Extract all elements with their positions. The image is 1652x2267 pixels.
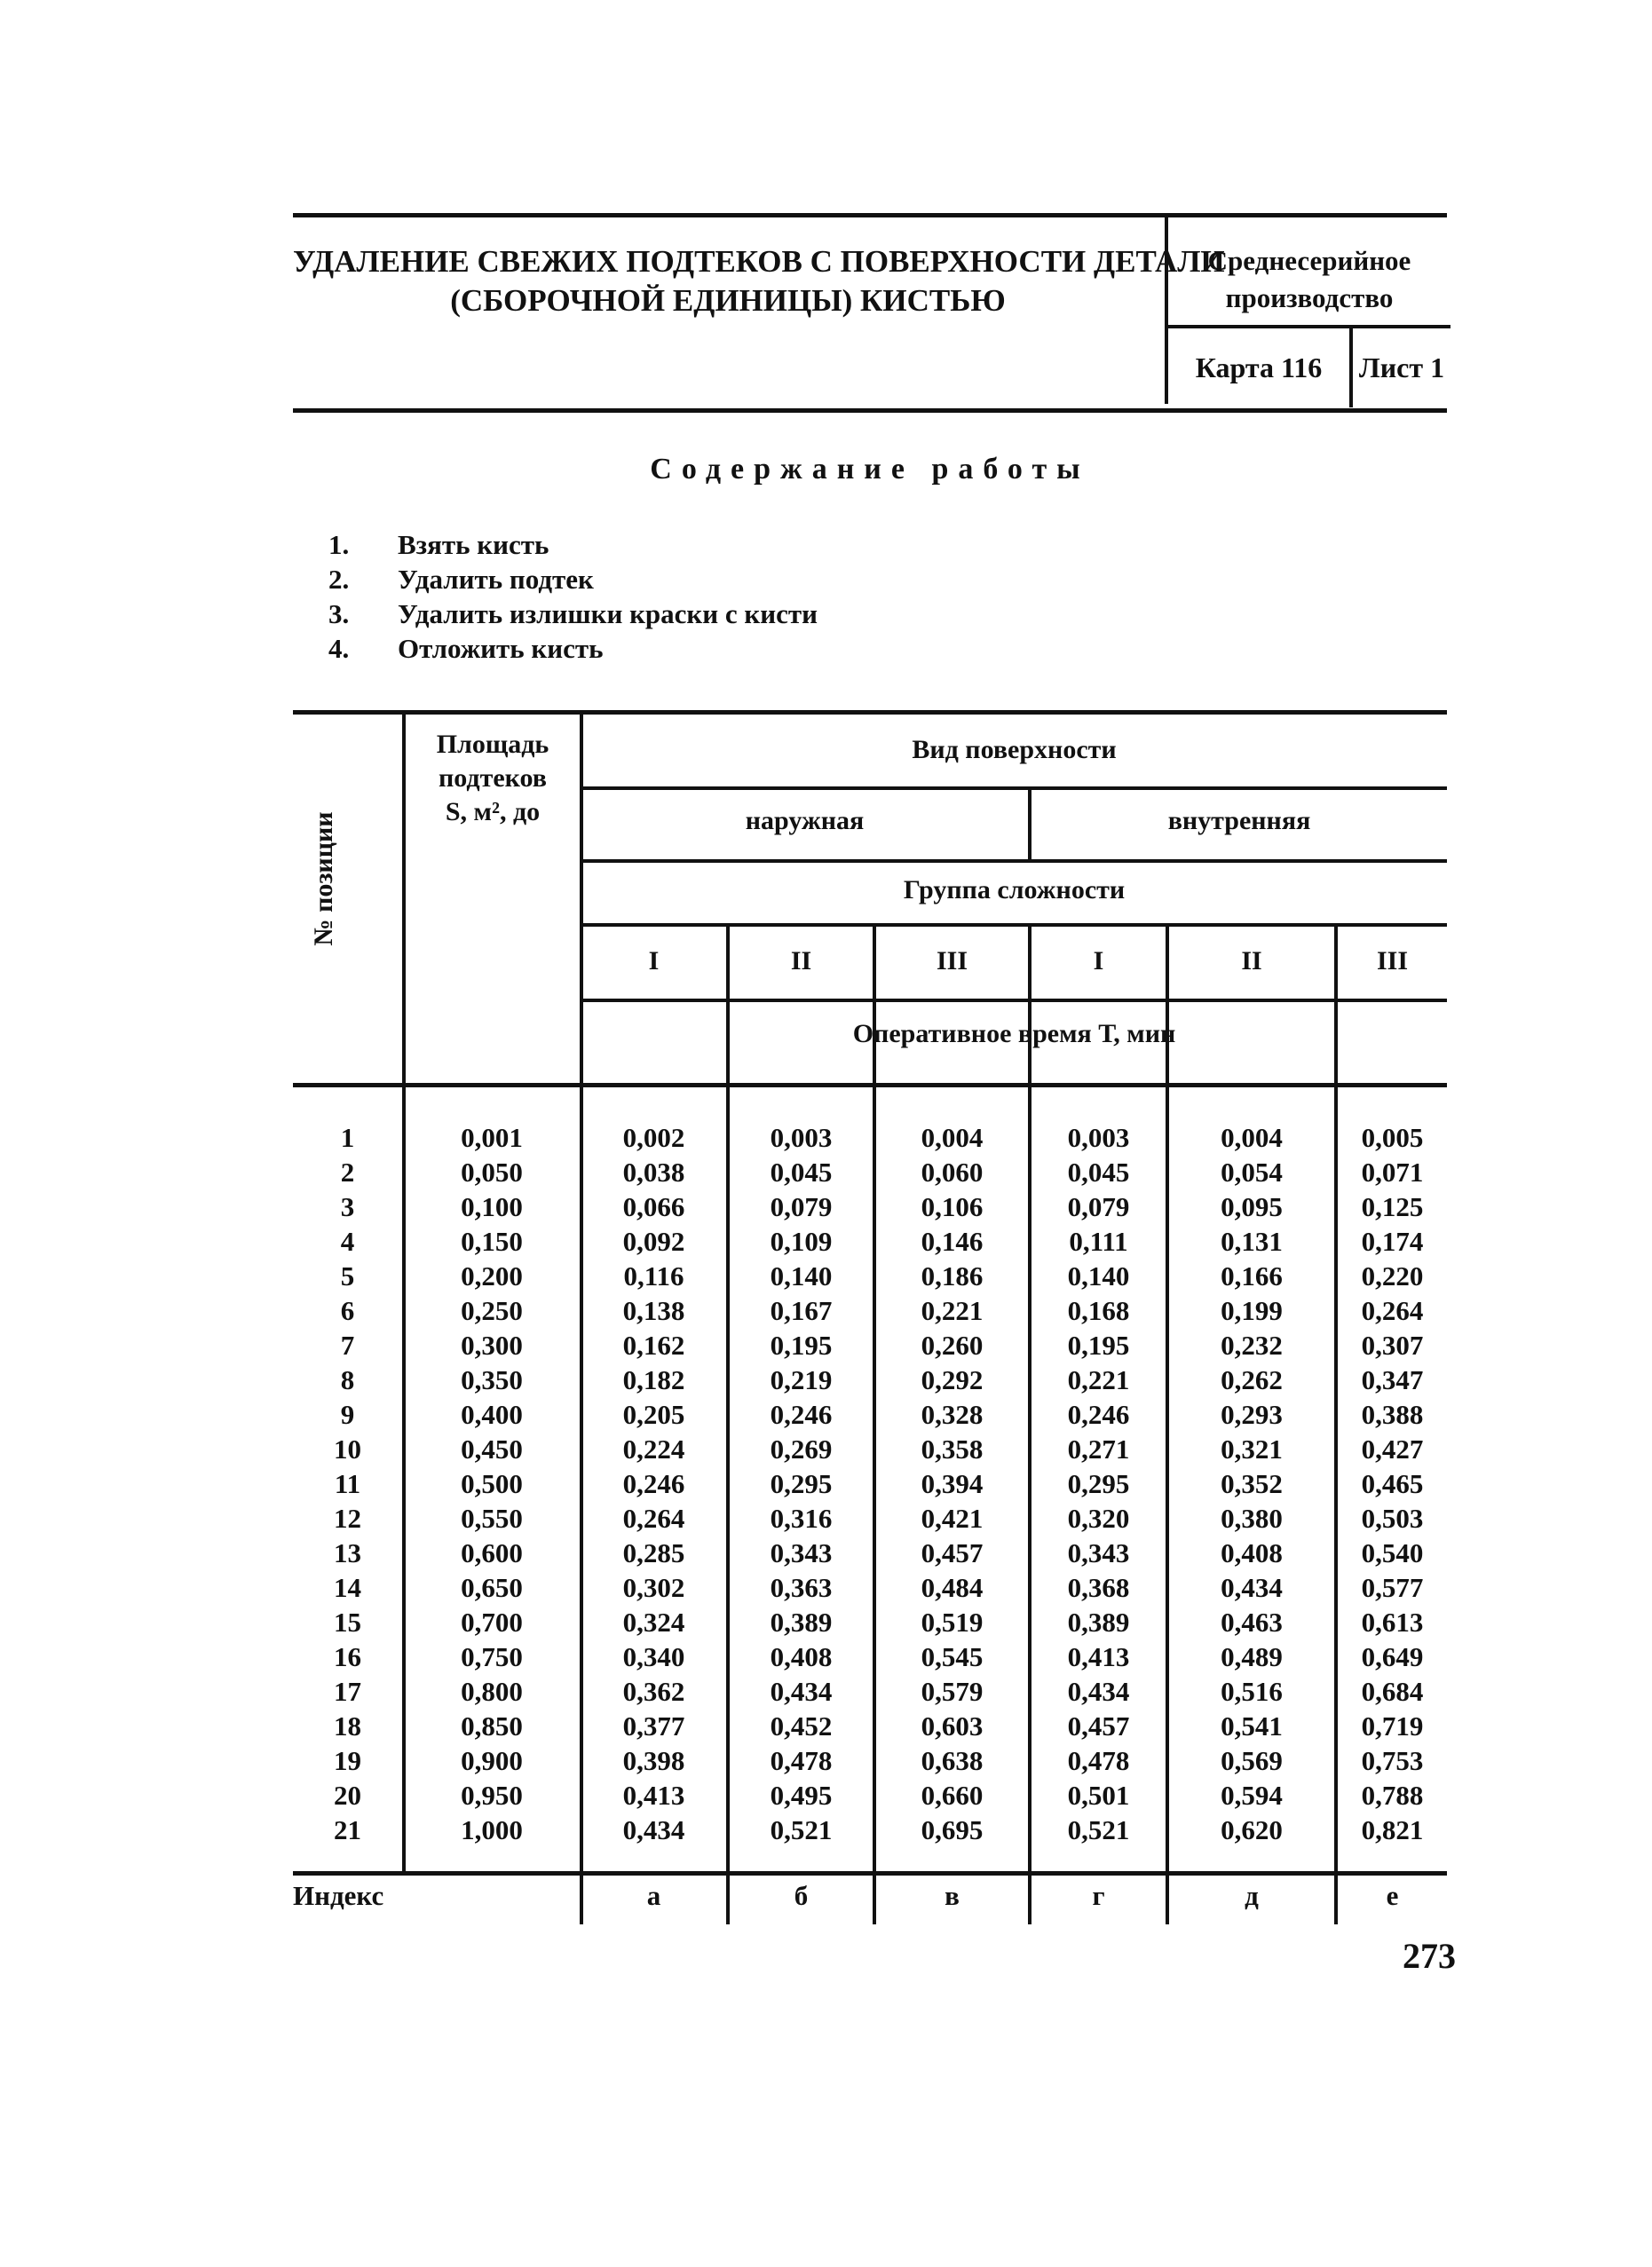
area-cell: 0,800 xyxy=(461,1676,523,1707)
value-cell: 0,071 xyxy=(1361,1157,1424,1188)
table-row xyxy=(0,1466,1652,1501)
value-cell: 0,352 xyxy=(1221,1468,1283,1499)
rule-under-surface-kinds xyxy=(581,859,1447,863)
value-cell: 0,620 xyxy=(1221,1814,1283,1845)
area-header xyxy=(404,728,581,829)
value-cell: 0,002 xyxy=(622,1122,685,1153)
value-cell: 0,452 xyxy=(770,1710,833,1742)
table-row xyxy=(0,1674,1652,1709)
value-cell: 0,045 xyxy=(1067,1157,1130,1188)
value-cell: 0,224 xyxy=(622,1434,685,1465)
value-cell: 0,579 xyxy=(921,1676,984,1707)
table-top-rule xyxy=(293,710,1447,715)
value-cell: 0,106 xyxy=(921,1191,984,1222)
value-cell: 0,045 xyxy=(770,1157,833,1188)
index-value: б xyxy=(794,1880,809,1911)
production-line-1: Среднесерийное xyxy=(1207,245,1411,276)
area-cell: 0,450 xyxy=(461,1434,523,1465)
group-header: II xyxy=(790,946,812,976)
sheet-number: Лист 1 xyxy=(1358,352,1445,383)
value-cell: 0,220 xyxy=(1361,1260,1424,1291)
index-value: в xyxy=(945,1880,960,1911)
value-cell: 0,302 xyxy=(622,1572,685,1603)
value-cell: 0,638 xyxy=(921,1745,984,1776)
value-cell: 0,427 xyxy=(1361,1434,1424,1465)
step-text: Отложить кисть xyxy=(398,633,604,664)
value-cell: 0,389 xyxy=(1067,1607,1130,1638)
production-line-2: производство xyxy=(1225,282,1394,313)
value-cell: 0,146 xyxy=(921,1226,984,1257)
value-cell: 0,162 xyxy=(622,1330,685,1361)
value-cell: 0,285 xyxy=(622,1537,685,1568)
value-cell: 0,660 xyxy=(921,1780,984,1811)
value-cell: 0,168 xyxy=(1067,1295,1130,1326)
area-cell: 0,200 xyxy=(461,1260,523,1291)
area-cell: 0,250 xyxy=(461,1295,523,1326)
value-cell: 0,478 xyxy=(770,1745,833,1776)
value-cell: 0,478 xyxy=(1067,1745,1130,1776)
area-cell: 0,950 xyxy=(461,1780,523,1811)
table-row xyxy=(0,1120,1652,1155)
area-header-line: S, м², до xyxy=(445,797,541,826)
value-cell: 0,434 xyxy=(1221,1572,1283,1603)
value-cell: 0,377 xyxy=(622,1710,685,1742)
area-header-line: подтеков xyxy=(439,763,547,793)
internal-header: внутренняя xyxy=(1167,806,1311,835)
title-line-2: (СБОРОЧНОЙ ЕДИНИЦЫ) КИСТЬЮ xyxy=(450,283,1006,318)
step-text: Удалить излишки краски с кисти xyxy=(398,598,818,629)
value-cell: 0,140 xyxy=(770,1260,833,1291)
value-cell: 0,541 xyxy=(1221,1710,1283,1742)
value-cell: 0,577 xyxy=(1361,1572,1424,1603)
position-cell: 9 xyxy=(340,1399,355,1430)
value-cell: 0,613 xyxy=(1361,1607,1424,1638)
value-cell: 0,004 xyxy=(1221,1122,1283,1153)
area-header-line: Площадь xyxy=(436,730,549,759)
value-cell: 0,394 xyxy=(921,1468,984,1499)
group-header: III xyxy=(936,946,968,976)
table-row xyxy=(0,1501,1652,1536)
value-cell: 0,293 xyxy=(1221,1399,1283,1430)
value-cell: 0,195 xyxy=(1067,1330,1130,1361)
area-cell: 1,000 xyxy=(461,1814,523,1845)
value-cell: 0,434 xyxy=(770,1676,833,1707)
table-row xyxy=(0,1813,1652,1847)
norms-table: № позиции Площадь подтеков S, м², до Вид поверхности наружная внутренняя Группа сложности I II III I II III Оперативное время Т, мин 1 0,001 0,002 0,003 0,004 0,003 0,004 0,005 2 0,050 0,038 0,045 0,060 0,045 0,054 0,071 3 0,100 0,066 0,079 0,106 0,079 0,095 0,125 4 0,150 0,092 0,109 0,146 0,111 0,131 0,174 5 0,200 0,116 0,140 0,186 0,140 0,166 0,220 6 0,250 0,138 0,167 0,221 0,168 0,199 0,264 7 0,300 0,162 0,195 0,260 0,195 0,232 0,307 8 0,350 0,182 0,219 0,292 0,221 0,262 0,347 9 0,400 0,205 0,246 0,328 0,246 0,293 0,388 10 0,450 0,224 0,269 0,358 0,271 0,321 0,427 11 0,500 0,246 0,295 0,394 0,295 0,352 0,465 12 0,550 0,264 0,316 0,421 0,320 0,380 0,503 13 0,600 0,285 0,343 0,457 0,343 0,408 0,540 14 0,650 0,302 0,363 0,484 0,368 0,434 0,577 15 0,700 0,324 0,389 0,519 0,389 0,463 0,613 16 0,750 0,340 0,408 0,545 0,413 0,489 0,649 17 0,800 0,362 0,434 0,579 0,434 0,516 0,684 18 0,850 0,377 0,452 0,603 0,457 0,541 0,719 19 0,900 0,398 0,478 0,638 0,478 0,569 0,753 20 0,950 0,413 0,495 0,660 0,501 0,594 0,788 21 1,000 0,434 0,521 0,695 0,521 0,620 0,821 Индекс а б в г д е xyxy=(0,0,1652,2267)
position-cell: 4 xyxy=(340,1226,355,1257)
value-cell: 0,307 xyxy=(1361,1330,1424,1361)
index-value: д xyxy=(1245,1880,1259,1911)
area-cell: 0,650 xyxy=(461,1572,523,1603)
area-cell: 0,300 xyxy=(461,1330,523,1361)
position-cell: 8 xyxy=(340,1364,355,1395)
value-cell: 0,079 xyxy=(770,1191,833,1222)
value-cell: 0,684 xyxy=(1361,1676,1424,1707)
rule-under-complexity xyxy=(581,923,1447,927)
value-cell: 0,295 xyxy=(1067,1468,1130,1499)
position-cell: 15 xyxy=(334,1607,361,1638)
value-cell: 0,649 xyxy=(1361,1641,1424,1672)
value-cell: 0,594 xyxy=(1221,1780,1283,1811)
value-cell: 0,343 xyxy=(770,1537,833,1568)
group-header: I xyxy=(1093,946,1104,976)
value-cell: 0,389 xyxy=(770,1607,833,1638)
value-cell: 0,264 xyxy=(1361,1295,1424,1326)
step-number: 3. xyxy=(328,598,350,629)
step-text: Удалить подтек xyxy=(398,564,594,595)
value-cell: 0,131 xyxy=(1221,1226,1283,1257)
card-number: Карта 116 xyxy=(1168,328,1353,407)
table-row xyxy=(0,1397,1652,1432)
value-cell: 0,380 xyxy=(1221,1503,1283,1534)
position-cell: 3 xyxy=(340,1191,355,1222)
position-cell: 21 xyxy=(334,1814,361,1845)
value-cell: 0,221 xyxy=(1067,1364,1130,1395)
table-row xyxy=(0,1605,1652,1639)
value-cell: 0,219 xyxy=(770,1364,833,1395)
value-cell: 0,221 xyxy=(921,1295,984,1326)
position-cell: 17 xyxy=(334,1676,361,1707)
index-value: г xyxy=(1092,1880,1105,1911)
page-number: 273 xyxy=(1403,1936,1456,1976)
table-row xyxy=(0,1536,1652,1570)
table-row xyxy=(0,1189,1652,1224)
value-cell: 0,363 xyxy=(770,1572,833,1603)
value-cell: 0,521 xyxy=(1067,1814,1130,1845)
value-cell: 0,569 xyxy=(1221,1745,1283,1776)
value-cell: 0,463 xyxy=(1221,1607,1283,1638)
position-cell: 16 xyxy=(334,1641,361,1672)
value-cell: 0,205 xyxy=(622,1399,685,1430)
value-cell: 0,484 xyxy=(921,1572,984,1603)
index-value: а xyxy=(646,1880,661,1911)
value-cell: 0,174 xyxy=(1361,1226,1424,1257)
value-cell: 0,340 xyxy=(622,1641,685,1672)
value-cell: 0,503 xyxy=(1361,1503,1424,1534)
area-cell: 0,550 xyxy=(461,1503,523,1534)
value-cell: 0,003 xyxy=(1067,1122,1130,1153)
position-cell: 18 xyxy=(334,1710,361,1742)
value-cell: 0,362 xyxy=(622,1676,685,1707)
table-row xyxy=(0,1363,1652,1397)
value-cell: 0,368 xyxy=(1067,1572,1130,1603)
value-cell: 0,545 xyxy=(921,1641,984,1672)
value-cell: 0,324 xyxy=(622,1607,685,1638)
complexity-group-header: Группа сложности xyxy=(903,875,1126,904)
value-cell: 0,321 xyxy=(1221,1434,1283,1465)
value-cell: 0,054 xyxy=(1221,1157,1283,1188)
title-line-1: УДАЛЕНИЕ СВЕЖИХ ПОДТЕКОВ С ПОВЕРХНОСТИ ДЕТАЛИ xyxy=(293,244,1225,279)
external-header: наружная xyxy=(745,806,865,835)
area-cell: 0,350 xyxy=(461,1364,523,1395)
value-cell: 0,695 xyxy=(921,1814,984,1845)
table-row xyxy=(0,1293,1652,1328)
value-cell: 0,125 xyxy=(1361,1191,1424,1222)
value-cell: 0,434 xyxy=(622,1814,685,1845)
step-number: 2. xyxy=(328,564,350,595)
value-cell: 0,269 xyxy=(770,1434,833,1465)
value-cell: 0,140 xyxy=(1067,1260,1130,1291)
value-cell: 0,004 xyxy=(921,1122,984,1153)
surface-type-header: Вид поверхности xyxy=(912,735,1117,764)
value-cell: 0,421 xyxy=(921,1503,984,1534)
step-number: 4. xyxy=(328,633,350,664)
value-cell: 0,343 xyxy=(1067,1537,1130,1568)
value-cell: 0,413 xyxy=(622,1780,685,1811)
area-cell: 0,050 xyxy=(461,1157,523,1188)
area-cell: 0,900 xyxy=(461,1745,523,1776)
value-cell: 0,347 xyxy=(1361,1364,1424,1395)
value-cell: 0,246 xyxy=(770,1399,833,1430)
position-cell: 20 xyxy=(334,1780,361,1811)
value-cell: 0,066 xyxy=(622,1191,685,1222)
index-value: е xyxy=(1386,1880,1399,1911)
value-cell: 0,111 xyxy=(1069,1226,1128,1257)
value-cell: 0,495 xyxy=(770,1780,833,1811)
rule-under-surface-type xyxy=(581,786,1447,790)
table-bottom-rule xyxy=(293,1871,1447,1876)
area-cell: 0,700 xyxy=(461,1607,523,1638)
value-cell: 0,167 xyxy=(770,1295,833,1326)
table-row xyxy=(0,1432,1652,1466)
value-cell: 0,408 xyxy=(770,1641,833,1672)
value-cell: 0,753 xyxy=(1361,1745,1424,1776)
step-text: Взять кисть xyxy=(398,529,549,560)
value-cell: 0,603 xyxy=(921,1710,984,1742)
value-cell: 0,292 xyxy=(921,1364,984,1395)
value-cell: 0,109 xyxy=(770,1226,833,1257)
value-cell: 0,271 xyxy=(1067,1434,1130,1465)
operative-time-header: Оперативное время Т, мин xyxy=(852,1019,1176,1048)
value-cell: 0,092 xyxy=(622,1226,685,1257)
position-cell: 6 xyxy=(340,1295,355,1326)
value-cell: 0,038 xyxy=(622,1157,685,1188)
value-cell: 0,186 xyxy=(921,1260,984,1291)
table-row xyxy=(0,1709,1652,1743)
position-cell: 1 xyxy=(340,1122,355,1153)
value-cell: 0,232 xyxy=(1221,1330,1283,1361)
value-cell: 0,519 xyxy=(921,1607,984,1638)
value-cell: 0,182 xyxy=(622,1364,685,1395)
table-row xyxy=(0,1259,1652,1293)
position-cell: 12 xyxy=(334,1503,361,1534)
value-cell: 0,003 xyxy=(770,1122,833,1153)
table-row xyxy=(0,1639,1652,1674)
area-cell: 0,150 xyxy=(461,1226,523,1257)
table-row xyxy=(0,1743,1652,1778)
position-cell: 19 xyxy=(334,1745,361,1776)
position-cell: 13 xyxy=(334,1537,361,1568)
area-cell: 0,001 xyxy=(461,1122,523,1153)
value-cell: 0,434 xyxy=(1067,1676,1130,1707)
value-cell: 0,195 xyxy=(770,1330,833,1361)
position-cell: 5 xyxy=(340,1260,355,1291)
value-cell: 0,408 xyxy=(1221,1537,1283,1568)
position-cell: 7 xyxy=(340,1330,355,1361)
position-cell: 14 xyxy=(334,1572,361,1603)
value-cell: 0,166 xyxy=(1221,1260,1283,1291)
value-cell: 0,719 xyxy=(1361,1710,1424,1742)
value-cell: 0,398 xyxy=(622,1745,685,1776)
value-cell: 0,457 xyxy=(1067,1710,1130,1742)
value-cell: 0,079 xyxy=(1067,1191,1130,1222)
value-cell: 0,501 xyxy=(1067,1780,1130,1811)
table-row xyxy=(0,1328,1652,1363)
area-cell: 0,500 xyxy=(461,1468,523,1499)
table-row xyxy=(0,1155,1652,1189)
value-cell: 0,788 xyxy=(1361,1780,1424,1811)
value-cell: 0,295 xyxy=(770,1468,833,1499)
table-row xyxy=(0,1778,1652,1813)
value-cell: 0,095 xyxy=(1221,1191,1283,1222)
value-cell: 0,262 xyxy=(1221,1364,1283,1395)
value-cell: 0,465 xyxy=(1361,1468,1424,1499)
position-cell: 10 xyxy=(334,1434,361,1465)
group-header: I xyxy=(648,946,660,976)
position-cell: 11 xyxy=(334,1468,361,1499)
content-title: Содержание работы xyxy=(650,453,1090,486)
area-cell: 0,600 xyxy=(461,1537,523,1568)
table-row xyxy=(0,1224,1652,1259)
value-cell: 0,388 xyxy=(1361,1399,1424,1430)
table-row xyxy=(0,1570,1652,1605)
area-cell: 0,850 xyxy=(461,1710,523,1742)
value-cell: 0,413 xyxy=(1067,1641,1130,1672)
area-cell: 0,750 xyxy=(461,1641,523,1672)
header-bottom-rule xyxy=(293,1083,1447,1087)
value-cell: 0,316 xyxy=(770,1503,833,1534)
group-header: III xyxy=(1376,946,1409,976)
area-cell: 0,400 xyxy=(461,1399,523,1430)
value-cell: 0,264 xyxy=(622,1503,685,1534)
value-cell: 0,246 xyxy=(622,1468,685,1499)
value-cell: 0,521 xyxy=(770,1814,833,1845)
step-number: 1. xyxy=(328,529,350,560)
value-cell: 0,116 xyxy=(623,1260,684,1291)
value-cell: 0,358 xyxy=(921,1434,984,1465)
value-cell: 0,138 xyxy=(622,1295,685,1326)
rule-under-groups xyxy=(581,999,1447,1002)
value-cell: 0,060 xyxy=(921,1157,984,1188)
area-cell: 0,100 xyxy=(461,1191,523,1222)
value-cell: 0,246 xyxy=(1067,1399,1130,1430)
value-cell: 0,005 xyxy=(1361,1122,1424,1153)
group-header: II xyxy=(1241,946,1262,976)
value-cell: 0,199 xyxy=(1221,1295,1283,1326)
value-cell: 0,328 xyxy=(921,1399,984,1430)
value-cell: 0,516 xyxy=(1221,1676,1283,1707)
value-cell: 0,457 xyxy=(921,1537,984,1568)
index-label: Индекс xyxy=(293,1880,384,1911)
value-cell: 0,489 xyxy=(1221,1641,1283,1672)
value-cell: 0,260 xyxy=(921,1330,984,1361)
value-cell: 0,821 xyxy=(1361,1814,1424,1845)
value-cell: 0,320 xyxy=(1067,1503,1130,1534)
position-cell: 2 xyxy=(340,1157,355,1188)
value-cell: 0,540 xyxy=(1361,1537,1424,1568)
